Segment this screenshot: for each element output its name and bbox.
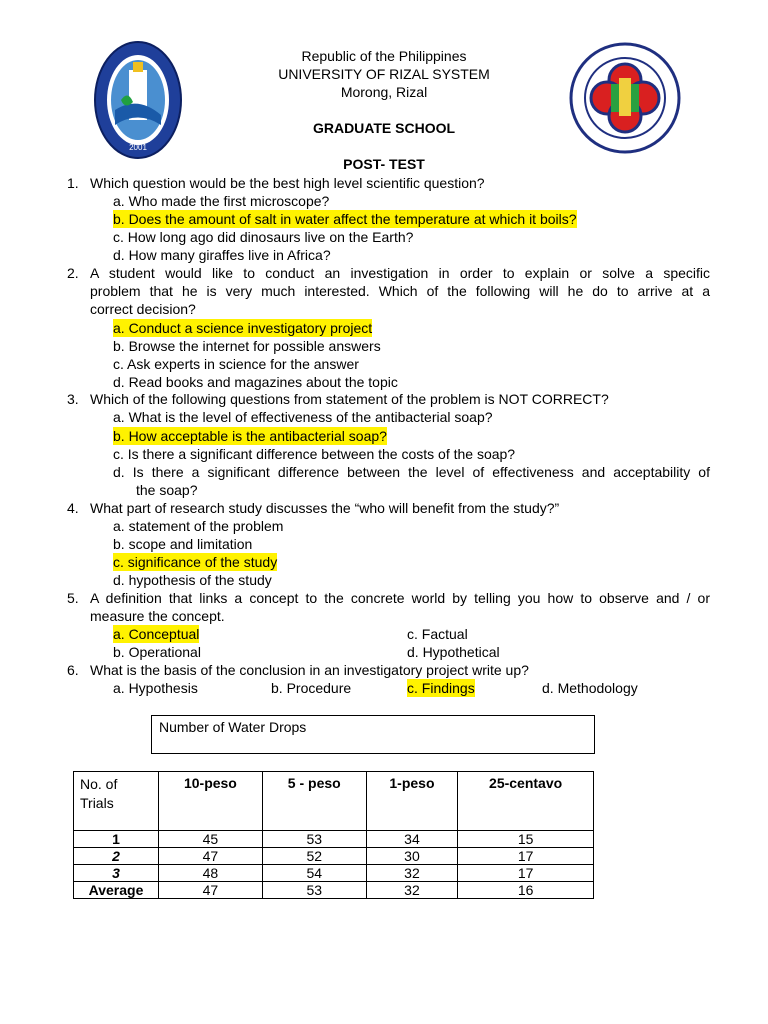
header-university: UNIVERSITY OF RIZAL SYSTEM <box>278 66 490 82</box>
header-10-peso: 10-peso <box>159 772 263 831</box>
q1-option-b-highlighted: b. Does the amount of salt in water affect the temperature at which it boils? <box>113 211 577 227</box>
q5-option-d: d. Hypothetical <box>407 644 500 660</box>
table-cell: 52 <box>262 848 366 865</box>
table-cell: 45 <box>159 831 263 848</box>
q2-option-d: d. Read books and magazines about the topic <box>113 374 398 390</box>
q3-text: Which of the following questions from statement of the problem is NOT CORRECT? <box>90 391 609 407</box>
q2-option-b: b. Browse the internet for possible answers <box>113 338 381 354</box>
header-location: Morong, Rizal <box>340 84 428 100</box>
q6-option-c-highlighted: c. Findings <box>407 680 475 696</box>
table-cell: 16 <box>458 882 594 899</box>
q4-option-d: d. hypothesis of the study <box>113 572 272 588</box>
q2-option-c: c. Ask experts in science for the answer <box>113 356 359 372</box>
table-row <box>74 831 594 848</box>
q6-option-a: a. Hypothesis <box>113 680 198 696</box>
q6-number: 6. <box>67 662 79 678</box>
header-republic: Republic of the Philippines <box>301 48 467 64</box>
header-5-peso: 5 - peso <box>262 772 366 831</box>
table-cell: 47 <box>159 882 263 899</box>
q2-number: 2. <box>67 265 79 281</box>
q3-option-d-line1: d. Is there a significant difference between the level of effectiveness and acceptability of <box>113 464 710 480</box>
table-row <box>74 865 594 882</box>
q6-text: What is the basis of the conclusion in an investigatory project write up? <box>90 662 529 678</box>
q4-option-c-highlighted: c. significance of the study <box>113 554 278 570</box>
header-1-peso: 1-peso <box>366 772 458 831</box>
table-cell: 54 <box>262 865 366 882</box>
q3-number: 3. <box>67 391 79 407</box>
table-cell: 48 <box>159 865 263 882</box>
table-row <box>74 848 594 865</box>
q3-option-b-highlighted: b. How acceptable is the antibacterial soap? <box>113 428 387 444</box>
q1-option-a: a. Who made the first microscope? <box>113 193 330 209</box>
row-label: Average <box>74 882 159 899</box>
table-cell: 17 <box>458 848 594 865</box>
header-graduate-school: GRADUATE SCHOOL <box>312 120 456 136</box>
q2-option-a-highlighted: a. Conduct a science investigatory project <box>113 320 373 336</box>
table-cell: 32 <box>366 865 458 882</box>
q6-option-d: d. Methodology <box>542 680 638 696</box>
q4-option-a: a. statement of the problem <box>113 518 284 534</box>
q5-text-line1: A definition that links a concept to the concrete world by telling you how to observe and / or <box>90 590 710 606</box>
row-label: 2 <box>74 848 159 865</box>
water-drops-label: Number of Water Drops <box>159 719 307 735</box>
q3-option-a: a. What is the level of effectiveness of the antibacterial soap? <box>113 409 493 425</box>
q3-option-d-line2: the soap? <box>136 482 198 498</box>
q1-option-d: d. How many giraffes live in Africa? <box>113 247 331 263</box>
row-label: 3 <box>74 865 159 882</box>
q5-option-a-highlighted: a. Conceptual <box>113 626 200 642</box>
q3-option-c: c. Is there a significant difference between the costs of the soap? <box>113 446 516 462</box>
table-cell: 32 <box>366 882 458 899</box>
header-25-centavo: 25-centavo <box>458 772 594 831</box>
q2-text-line2: problem that he is very much interested. Which of the following will he do to arrive at a <box>90 283 710 299</box>
table-cell: 53 <box>262 831 366 848</box>
q5-number: 5. <box>67 590 79 606</box>
table-cell: 47 <box>159 848 263 865</box>
q2-text-line1: A student would like to conduct an investigation in order to explain or solve a specific <box>90 265 710 281</box>
table-header-row <box>74 772 594 831</box>
q5-text-line2: measure the concept. <box>90 608 225 624</box>
q2-text-line3: correct decision? <box>90 301 196 317</box>
header-trials: No. of Trials <box>74 772 159 831</box>
q4-option-b: b. scope and limitation <box>113 536 253 552</box>
q1-number: 1. <box>67 175 79 191</box>
table-row <box>74 882 594 899</box>
q6-option-b: b. Procedure <box>271 680 352 696</box>
q1-option-c: c. How long ago did dinosaurs live on the Earth? <box>113 229 414 245</box>
water-drops-table <box>73 771 594 899</box>
table-cell: 34 <box>366 831 458 848</box>
table-cell: 30 <box>366 848 458 865</box>
svg-text:2001: 2001 <box>129 143 147 152</box>
page-title: POST- TEST <box>343 156 425 172</box>
table-cell: 17 <box>458 865 594 882</box>
water-drops-box <box>151 715 595 754</box>
q4-number: 4. <box>67 500 79 516</box>
table-cell: 15 <box>458 831 594 848</box>
q5-option-b: b. Operational <box>113 644 201 660</box>
q4-text: What part of research study discusses the “who will benefit from the study?” <box>90 500 560 516</box>
row-label: 1 <box>74 831 159 848</box>
table-cell: 53 <box>262 882 366 899</box>
q5-option-c: c. Factual <box>407 626 468 642</box>
q1-text: Which question would be the best high level scientific question? <box>90 175 485 191</box>
